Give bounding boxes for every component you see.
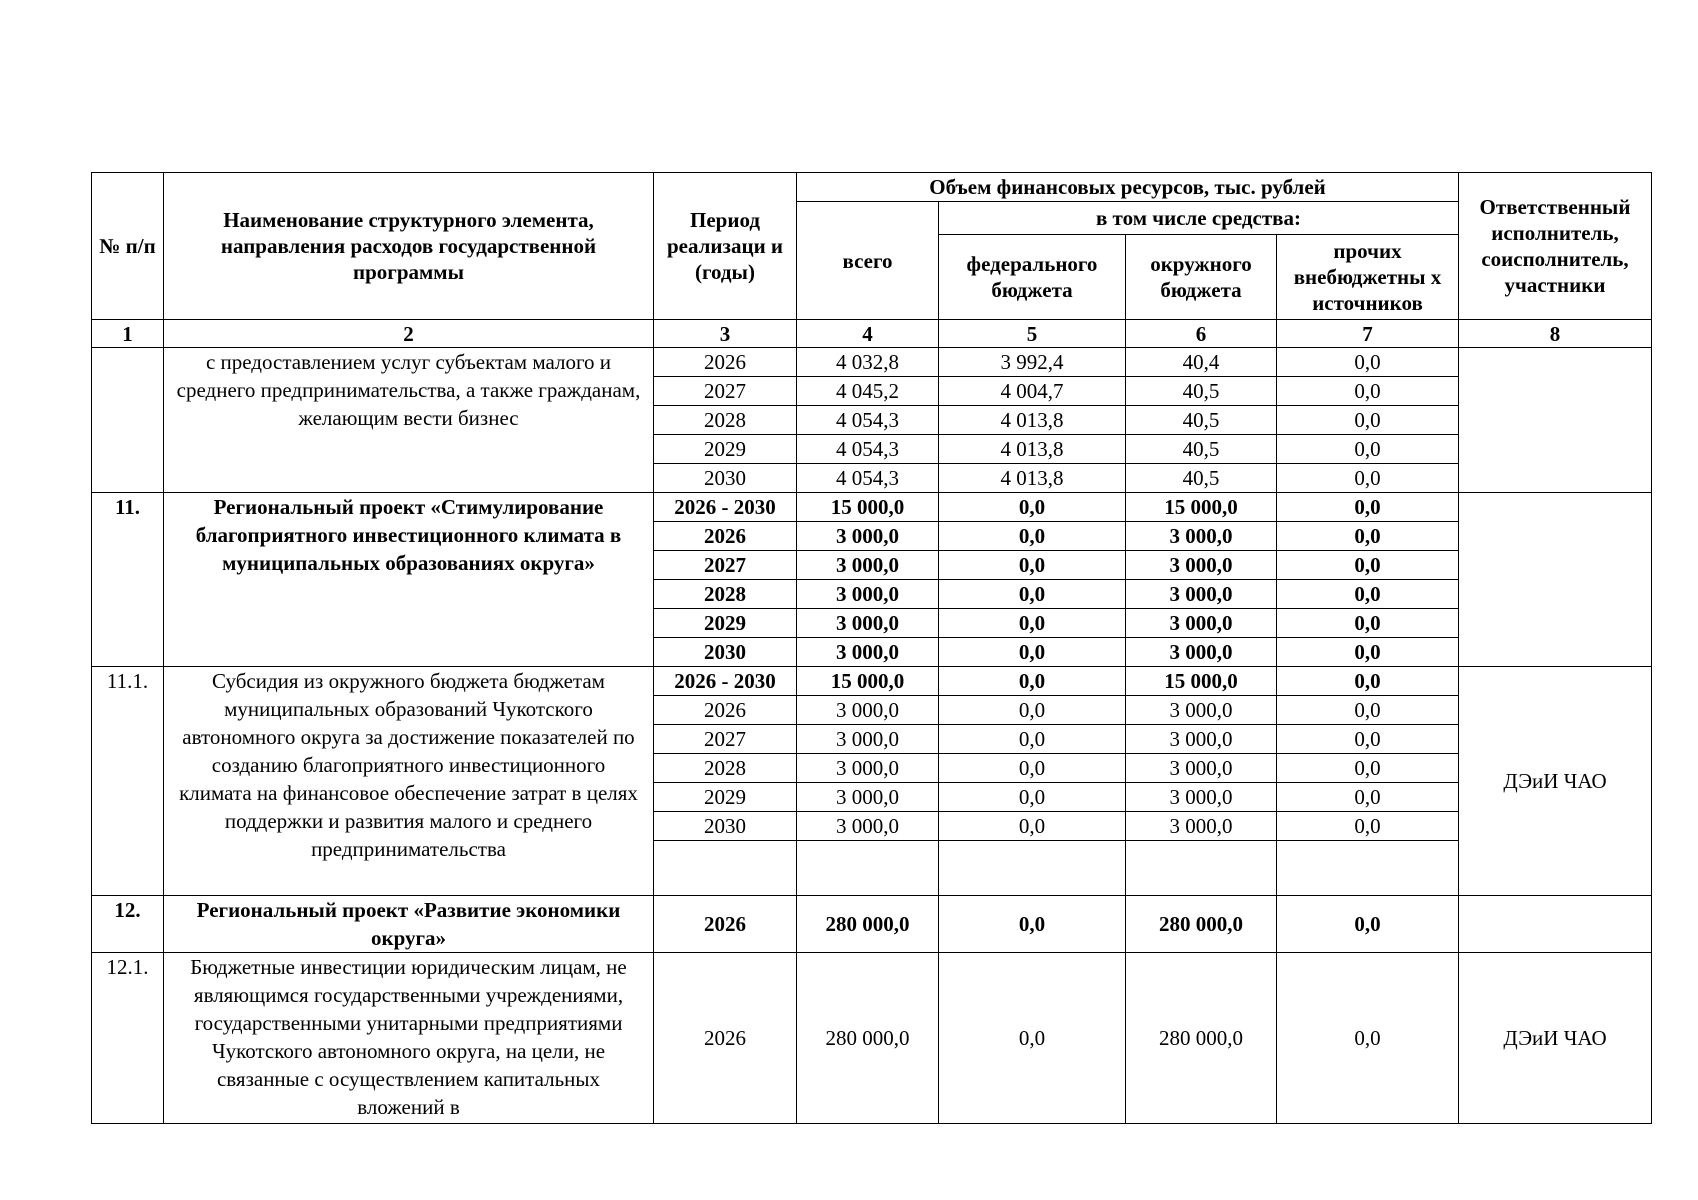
cell-district: 3 000,0 xyxy=(1126,522,1277,551)
table-row xyxy=(92,896,1652,953)
header-subgroup: в том числе средства: xyxy=(939,202,1459,235)
cell-period: 2026 - 2030 xyxy=(654,667,797,696)
cell-other: 0,0 xyxy=(1277,493,1459,522)
cell-period: 2027 xyxy=(654,551,797,580)
cell-period: 2026 xyxy=(654,953,797,1124)
cell-federal: 0,0 xyxy=(939,609,1126,638)
row-number: 11. xyxy=(92,493,164,667)
cell-district: 15 000,0 xyxy=(1126,493,1277,522)
cell-district: 3 000,0 xyxy=(1126,580,1277,609)
row-name: Региональный проект «Стимулирование благоприятного инвестиционного климата в муниципальных образованиях округа» xyxy=(164,493,654,667)
cell-federal-empty xyxy=(939,841,1126,896)
column-number: 1 xyxy=(92,320,164,348)
cell-federal: 4 004,7 xyxy=(939,377,1126,406)
cell-other: 0,0 xyxy=(1277,464,1459,493)
header-federal: федерального бюджета xyxy=(939,235,1126,320)
cell-district: 3 000,0 xyxy=(1126,783,1277,812)
cell-period: 2030 xyxy=(654,638,797,667)
cell-period: 2026 xyxy=(654,696,797,725)
cell-total: 4 032,8 xyxy=(797,348,939,377)
cell-federal: 0,0 xyxy=(939,551,1126,580)
cell-responsible xyxy=(1459,493,1652,667)
cell-district: 40,4 xyxy=(1126,348,1277,377)
cell-other: 0,0 xyxy=(1277,580,1459,609)
row-name: с предоставлением услуг субъектам малого и среднего предпринимательства, а также гражданам, желающим вести бизнес xyxy=(164,348,654,493)
cell-total: 3 000,0 xyxy=(797,754,939,783)
cell-period: 2028 xyxy=(654,580,797,609)
header-responsible: Ответственный исполнитель, соисполнитель, участники xyxy=(1459,173,1652,320)
column-number: 5 xyxy=(939,320,1126,348)
cell-other: 0,0 xyxy=(1277,896,1459,953)
table-row xyxy=(92,953,1652,1124)
column-number-row xyxy=(92,320,1652,348)
cell-responsible xyxy=(1459,348,1652,493)
cell-other: 0,0 xyxy=(1277,406,1459,435)
cell-responsible: ДЭиИ ЧАО xyxy=(1459,953,1652,1124)
row-number xyxy=(92,348,164,493)
header-volume-group: Объем финансовых ресурсов, тыс. рублей xyxy=(797,173,1459,202)
cell-district: 3 000,0 xyxy=(1126,754,1277,783)
cell-district: 15 000,0 xyxy=(1126,667,1277,696)
cell-period: 2027 xyxy=(654,377,797,406)
cell-federal: 0,0 xyxy=(939,493,1126,522)
cell-period: 2026 xyxy=(654,348,797,377)
cell-district-empty xyxy=(1126,841,1277,896)
cell-total: 4 054,3 xyxy=(797,464,939,493)
cell-other: 0,0 xyxy=(1277,754,1459,783)
column-number: 4 xyxy=(797,320,939,348)
cell-total: 3 000,0 xyxy=(797,783,939,812)
cell-federal: 0,0 xyxy=(939,754,1126,783)
cell-district: 280 000,0 xyxy=(1126,896,1277,953)
cell-federal: 4 013,8 xyxy=(939,406,1126,435)
cell-total: 3 000,0 xyxy=(797,522,939,551)
cell-total-empty xyxy=(797,841,939,896)
cell-federal: 0,0 xyxy=(939,783,1126,812)
cell-district: 3 000,0 xyxy=(1126,609,1277,638)
cell-district: 3 000,0 xyxy=(1126,725,1277,754)
table-header xyxy=(92,173,1652,348)
cell-other: 0,0 xyxy=(1277,609,1459,638)
cell-federal: 0,0 xyxy=(939,696,1126,725)
cell-period: 2026 xyxy=(654,896,797,953)
cell-total: 3 000,0 xyxy=(797,580,939,609)
cell-other: 0,0 xyxy=(1277,783,1459,812)
cell-federal: 0,0 xyxy=(939,953,1126,1124)
header-name: Наименование структурного элемента, направления расходов государственной программы xyxy=(164,173,654,320)
cell-federal: 0,0 xyxy=(939,522,1126,551)
cell-period: 2029 xyxy=(654,435,797,464)
cell-district: 40,5 xyxy=(1126,377,1277,406)
cell-other: 0,0 xyxy=(1277,667,1459,696)
row-number: 11.1. xyxy=(92,667,164,896)
cell-total: 280 000,0 xyxy=(797,896,939,953)
cell-district: 40,5 xyxy=(1126,435,1277,464)
cell-total: 4 054,3 xyxy=(797,406,939,435)
row-name: Субсидия из окружного бюджета бюджетам муниципальных образований Чукотского автономного округа за достижение показателей по созданию благоприятного инвестиционного климата на финансовое обеспечение затрат в целях поддержки и развития малого и среднего предпринимательства xyxy=(164,667,654,896)
cell-period: 2029 xyxy=(654,783,797,812)
row-number: 12. xyxy=(92,896,164,953)
cell-period: 2028 xyxy=(654,754,797,783)
cell-period: 2027 xyxy=(654,725,797,754)
cell-period: 2029 xyxy=(654,609,797,638)
table-row xyxy=(92,667,1652,696)
cell-district: 40,5 xyxy=(1126,406,1277,435)
table-row xyxy=(92,348,1652,377)
cell-period: 2030 xyxy=(654,464,797,493)
cell-federal: 0,0 xyxy=(939,580,1126,609)
column-number: 8 xyxy=(1459,320,1652,348)
column-number: 3 xyxy=(654,320,797,348)
cell-total: 3 000,0 xyxy=(797,725,939,754)
cell-district: 3 000,0 xyxy=(1126,551,1277,580)
cell-other: 0,0 xyxy=(1277,377,1459,406)
cell-period: 2030 xyxy=(654,812,797,841)
cell-period: 2026 - 2030 xyxy=(654,493,797,522)
column-number: 7 xyxy=(1277,320,1459,348)
cell-period-empty xyxy=(654,841,797,896)
column-number: 2 xyxy=(164,320,654,348)
cell-other: 0,0 xyxy=(1277,348,1459,377)
cell-district: 3 000,0 xyxy=(1126,696,1277,725)
cell-federal: 4 013,8 xyxy=(939,464,1126,493)
cell-period: 2026 xyxy=(654,522,797,551)
cell-responsible: ДЭиИ ЧАО xyxy=(1459,667,1652,896)
cell-total: 4 054,3 xyxy=(797,435,939,464)
cell-federal: 0,0 xyxy=(939,725,1126,754)
header-period: Период реализаци и (годы) xyxy=(654,173,797,320)
cell-other: 0,0 xyxy=(1277,522,1459,551)
cell-total: 3 000,0 xyxy=(797,638,939,667)
cell-federal: 0,0 xyxy=(939,812,1126,841)
cell-federal: 3 992,4 xyxy=(939,348,1126,377)
cell-other: 0,0 xyxy=(1277,435,1459,464)
cell-district: 40,5 xyxy=(1126,464,1277,493)
cell-federal: 0,0 xyxy=(939,667,1126,696)
cell-federal: 4 013,8 xyxy=(939,435,1126,464)
header-num: № п/п xyxy=(92,173,164,320)
cell-responsible xyxy=(1459,896,1652,953)
cell-total: 4 045,2 xyxy=(797,377,939,406)
table-row xyxy=(92,493,1652,522)
cell-district: 3 000,0 xyxy=(1126,638,1277,667)
row-name: Бюджетные инвестиции юридическим лицам, не являющимся государственными учреждениями, государственными унитарными предприятиями Чукотского автономного округа, на цели, не связанные с осуществлением капитальных вложений в xyxy=(164,953,654,1124)
cell-federal: 0,0 xyxy=(939,638,1126,667)
cell-other: 0,0 xyxy=(1277,696,1459,725)
cell-district: 280 000,0 xyxy=(1126,953,1277,1124)
cell-other: 0,0 xyxy=(1277,638,1459,667)
header-district: окружного бюджета xyxy=(1126,235,1277,320)
cell-other: 0,0 xyxy=(1277,812,1459,841)
financing-table xyxy=(91,172,1652,1124)
cell-district: 3 000,0 xyxy=(1126,812,1277,841)
cell-total: 3 000,0 xyxy=(797,609,939,638)
cell-other: 0,0 xyxy=(1277,953,1459,1124)
cell-total: 3 000,0 xyxy=(797,696,939,725)
table-body xyxy=(92,348,1652,1124)
cell-total: 3 000,0 xyxy=(797,551,939,580)
cell-total: 280 000,0 xyxy=(797,953,939,1124)
cell-total: 15 000,0 xyxy=(797,667,939,696)
header-other: прочих внебюджетны х источников xyxy=(1277,235,1459,320)
row-number: 12.1. xyxy=(92,953,164,1124)
cell-total: 15 000,0 xyxy=(797,493,939,522)
cell-total: 3 000,0 xyxy=(797,812,939,841)
cell-other-empty xyxy=(1277,841,1459,896)
cell-other: 0,0 xyxy=(1277,551,1459,580)
header-total: всего xyxy=(797,202,939,320)
cell-federal: 0,0 xyxy=(939,896,1126,953)
row-name: Региональный проект «Развитие экономики округа» xyxy=(164,896,654,953)
cell-period: 2028 xyxy=(654,406,797,435)
column-number: 6 xyxy=(1126,320,1277,348)
cell-other: 0,0 xyxy=(1277,725,1459,754)
